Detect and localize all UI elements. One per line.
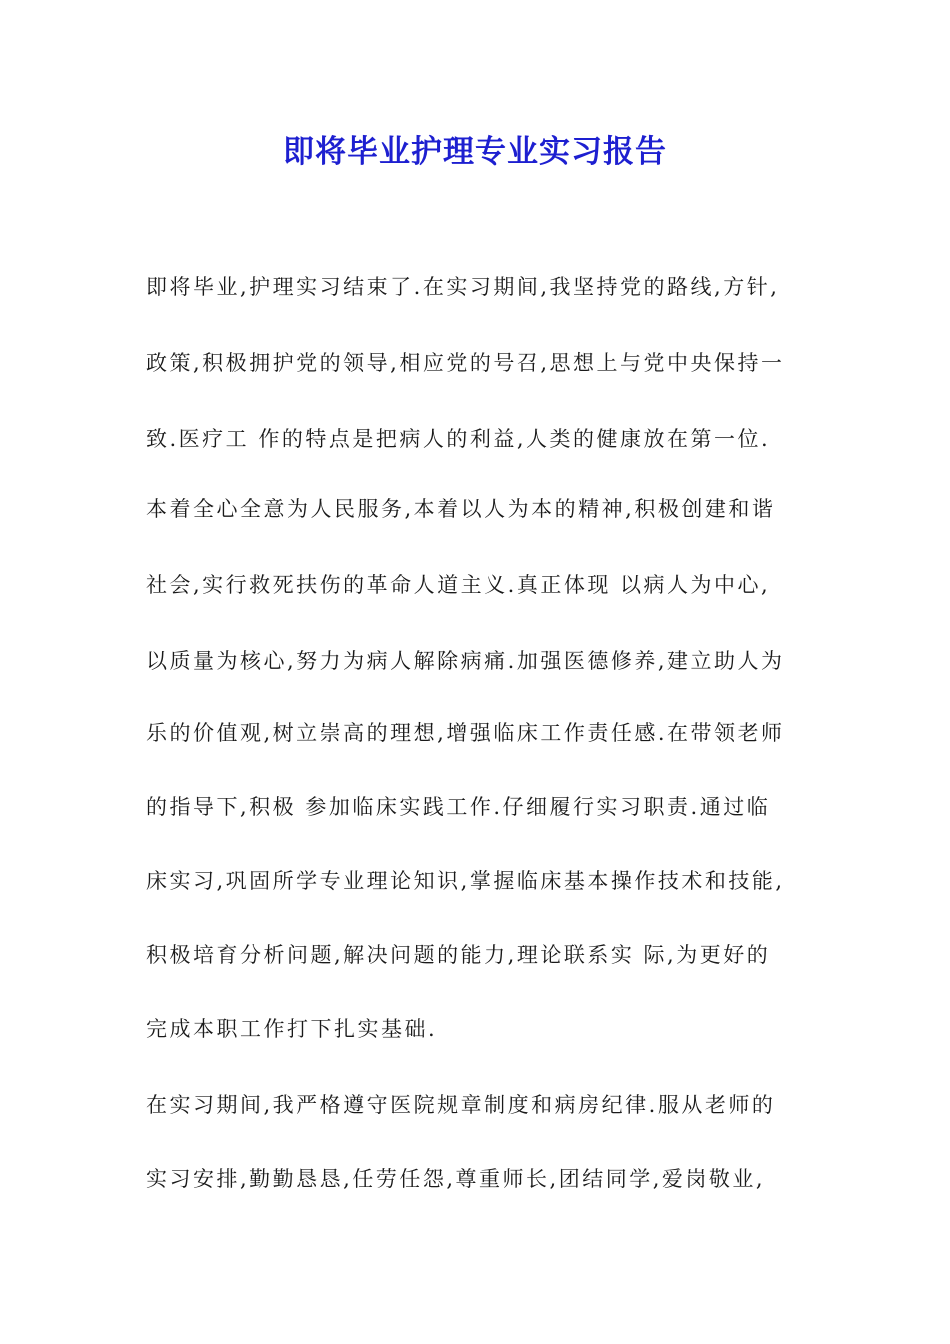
paragraph-1-line-7: 乐的价值观,树立崇高的理想,增强临床工作责任感.在带领老师 xyxy=(146,721,785,745)
paragraph-1-line-6: 以质量为核心,努力为病人解除病痛.加强医德修养,建立助人为 xyxy=(146,649,785,673)
paragraph-2-line-2: 实习安排,勤勤恳恳,任劳任怨,尊重师长,团结同学,爱岗敬业, xyxy=(146,1167,766,1191)
paragraph-1-line-11: 完成本职工作打下扎实基础. xyxy=(146,1017,438,1041)
paragraph-1-line-8: 的指导下,积极 参加临床实践工作.仔细履行实习职责.通过临 xyxy=(146,795,771,819)
document-title: 即将毕业护理专业实习报告 xyxy=(283,134,667,170)
paragraph-1-line-9: 床实习,巩固所学专业理论知识,掌握临床基本操作技术和技能, xyxy=(146,869,785,893)
paragraph-1-line-5: 社会,实行救死扶伤的革命人道主义.真正体现 以病人为中心, xyxy=(146,573,771,597)
paragraph-1-line-3: 致.医疗工 作的特点是把病人的利益,人类的健康放在第一位. xyxy=(146,427,771,451)
paragraph-1-line-4: 本着全心全意为人民服务,本着以人为本的精神,积极创建和谐 xyxy=(146,497,776,521)
paragraph-1-line-1: 即将毕业,护理实习结束了.在实习期间,我坚持党的路线,方针, xyxy=(146,275,780,299)
paragraph-1-line-2: 政策,积极拥护党的领导,相应党的号召,思想上与党中央保持一 xyxy=(146,351,785,375)
paragraph-2-line-1: 在实习期间,我严格遵守医院规章制度和病房纪律.服从老师的 xyxy=(146,1093,776,1117)
paragraph-1-line-10: 积极培育分析问题,解决问题的能力,理论联系实 际,为更好的 xyxy=(146,943,771,967)
